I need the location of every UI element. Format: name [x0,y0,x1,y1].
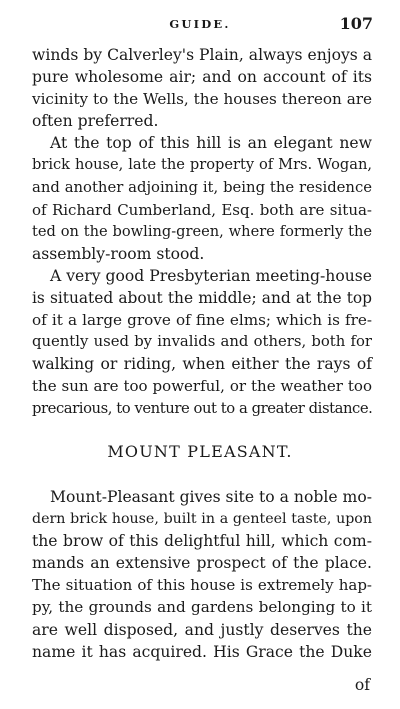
text-line: winds by Calverley's Plain, always enjoys a [32,46,373,64]
text-line: dern brick house, built in a genteel taste, upon [32,511,372,528]
text-line: is situated about the middle; and at the top [32,289,372,308]
text-line: are well disposed, and justly deserves the [32,620,372,639]
text-line: pure wholesome air; and on account of its [32,68,372,87]
section-text [32,486,372,663]
text-line: of it a large grove of fine elms; which is fre- [32,311,372,330]
text-line: Mount-Pleasant gives site to a noble mo- [50,488,372,506]
paragraph-new-house [32,132,372,265]
text-line: and another adjoining it, being the residence [32,178,372,196]
running-head [0,14,400,36]
text-line: vicinity to the Wells, the houses thereon are [32,90,372,109]
text-line: The situation of this house is extremely hap- [32,576,372,595]
text-line: often preferred. [32,112,159,131]
text-line: At the top of this hill is an elegant new [50,134,372,153]
text-line: the brow of this delightful hill, which com- [32,532,372,551]
text-line: quently used by invalids and others, both for [32,333,372,351]
text-line: walking or riding, when either the rays of [32,355,372,374]
text-line: assembly-room stood. [32,244,205,263]
paragraph-mount-pleasant [32,486,372,663]
text-line: the sun are too powerful, or the weather too [32,377,372,396]
section-heading: MOUNT PLEASANT. [107,442,293,461]
paragraph-meeting-house [32,265,372,420]
text-line: A very good Presbyterian meeting-house [50,266,372,285]
running-title: GUIDE. [169,17,231,31]
text-line: mands an extensive prospect of the place. [32,554,372,573]
text-line: precarious, to venture out to a greater distance. [32,399,373,417]
paragraph-continued [32,44,372,132]
text-line: ted on the bowling-green, where formerly the [32,222,372,240]
page-number: 107 [339,14,373,33]
text-line: py, the grounds and gardens belonging to it [32,598,372,617]
catchword: of [354,676,370,694]
text-line: brick house, late the property of Mrs. Wogan, [32,156,372,174]
text-line: name it has acquired. His Grace the Duke [32,642,372,661]
text-line: of Richard Cumberland, Esq. both are situa- [32,200,372,219]
body-text [32,44,372,420]
